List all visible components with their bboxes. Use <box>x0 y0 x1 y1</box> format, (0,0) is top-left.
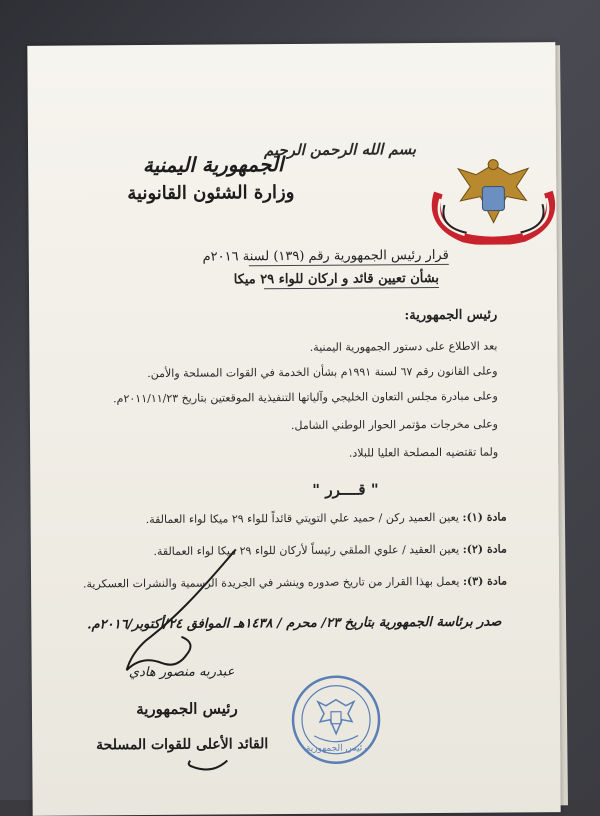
signature-name: عبدربه منصور هادي <box>128 664 235 681</box>
decision-title: " قــــرر " <box>312 480 379 499</box>
preamble-line: بعد الاطلاع على دستور الجمهورية اليمنية. <box>309 339 498 354</box>
article-text: يعين العقيد / علوي الملقي رئيساً لأركان للواء ٢٩ ميكا لواء العمالقة. <box>153 542 460 558</box>
header-republic: الجمهورية اليمنية <box>142 152 284 178</box>
preamble-line: وعلى مخرجات مؤتمر الحوار الوطني الشامل. <box>290 417 499 433</box>
article-label: مادة (٣): <box>462 574 508 588</box>
header-ministry: وزارة الشئون القانونية <box>127 181 295 205</box>
article-label: مادة (٢): <box>462 542 507 556</box>
article-text: يعمل بهذا القرار من تاريخ صدوره وينشر في الجريدة الرسمية والنشرات العسكرية. <box>82 574 460 591</box>
preamble-line: وعلى القانون رقم ٦٧ لسنة ١٩٩١م بشأن الخدمة في القوات المسلحة والأمن. <box>147 364 498 381</box>
basmala: بسم الله الرحمن الرحيم <box>263 140 417 160</box>
seal-label: رئيس الجمهورية <box>305 743 367 754</box>
decree-subject: بشأن تعيين قائد و اركان للواء ٢٩ ميكا <box>233 270 440 288</box>
signature-title: رئيس الجمهورية <box>136 699 238 719</box>
article-1 <box>146 511 507 527</box>
president-label: رئيس الجمهورية: <box>404 307 498 324</box>
preamble-line: ولما تقتضيه المصلحة العليا للبلاد. <box>348 445 499 460</box>
article-text: يعين العميد ركن / حميد علي التويتي قائداً للواء ٢٩ ميكا لواء العمالقة. <box>145 510 460 527</box>
article-label: مادة (١): <box>462 510 507 524</box>
issued-line: صدر برئاسة الجمهورية بتاريخ ٢٣/ محرم / ١٤٣٨هـ الموافق ٢٤/أكتوبر/٢٠١٦م. <box>86 614 502 633</box>
signature-commander: القائد الأعلى للقوات المسلحة <box>96 736 269 754</box>
decree-paper <box>27 42 560 816</box>
yemen-emblem-icon <box>418 152 569 245</box>
signature-flourish <box>182 756 232 776</box>
preamble-line: وعلى مبادرة مجلس التعاون الخليجي وآلياتها التنفيذية الموقعتين بتاريخ ٢٠١١/١١/٢٣م. <box>113 389 498 406</box>
decree-title: قرار رئيس الجمهورية رقم (١٣٩) لسنة ٢٠١٦م <box>202 247 449 265</box>
